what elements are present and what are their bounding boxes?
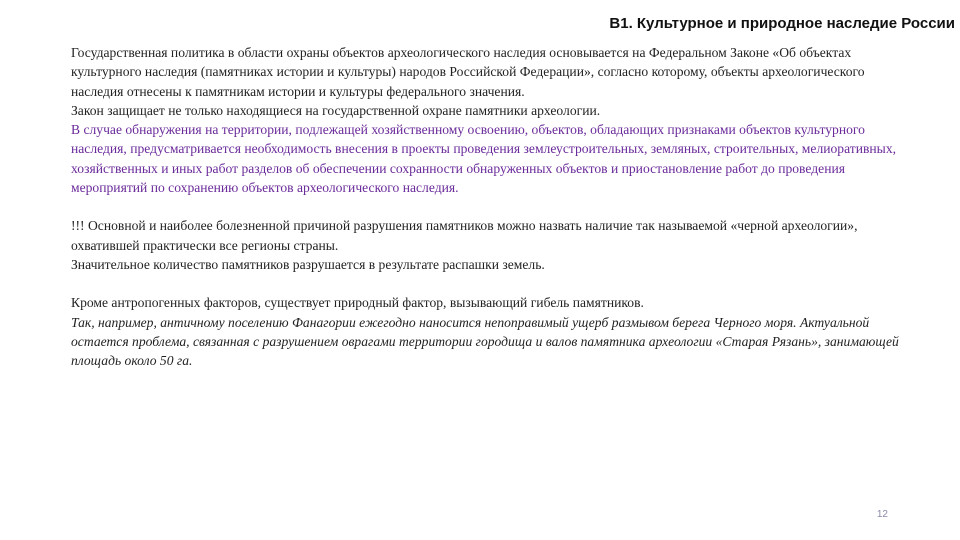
page-number: 12 xyxy=(876,509,888,520)
paragraph-federal-law: Государственная политика в области охраны объектов археологического наследия основывается на Федеральном Законе «Об объектах культурного наследия (памятниках истории и культуры) народов Российской Федерации», согласно которому, объекты археологического наследия отнесены к памятникам истории и культуры федерального значения. xyxy=(71,45,865,99)
slide-title: В1. Культурное и природное наследие России xyxy=(609,15,955,32)
paragraph-black-archaeology: !!! Основной и наиболее болезненной причиной разрушения памятников можно назвать наличие так называемой «черной археологии», охватившей практически все регионы страны. xyxy=(71,218,858,253)
paragraph-natural-factor: Кроме антропогенных факторов, существует природный фактор, вызывающий гибель памятников. xyxy=(71,295,644,311)
slide-body xyxy=(71,43,901,370)
paragraph-examples: Так, например, античному поселению Фанагории ежегодно наносится непоправимый ущерб размывом берега Черного моря. Актуальной остается проблема, связанная с разрушением оврагами территории городища и валов памятника археологии «Старая Рязань», занимающей площадь около 50 га. xyxy=(71,314,899,369)
paragraph-plowing: Значительное количество памятников разрушается в результате распашки земель. xyxy=(71,256,545,272)
spacer xyxy=(71,274,901,293)
spacer xyxy=(71,197,901,216)
paragraph-highlighted-requirements: В случае обнаружения на территории, подлежащей хозяйственному освоению, объектов, обладающих признаками объектов культурного наследия, предусматривается необходимость внесения в проекты проведения землеустроительных, земляных, строительных, мелиоративных, хозяйственных и иных работ разделов об обеспечении сохранности обнаруженных объектов и приостановление работ до проведения мероприятий по сохранению объектов археологического наследия. xyxy=(71,122,897,196)
paragraph-law-protection: Закон защищает не только находящиеся на государственной охране памятники археологии. xyxy=(71,102,601,118)
